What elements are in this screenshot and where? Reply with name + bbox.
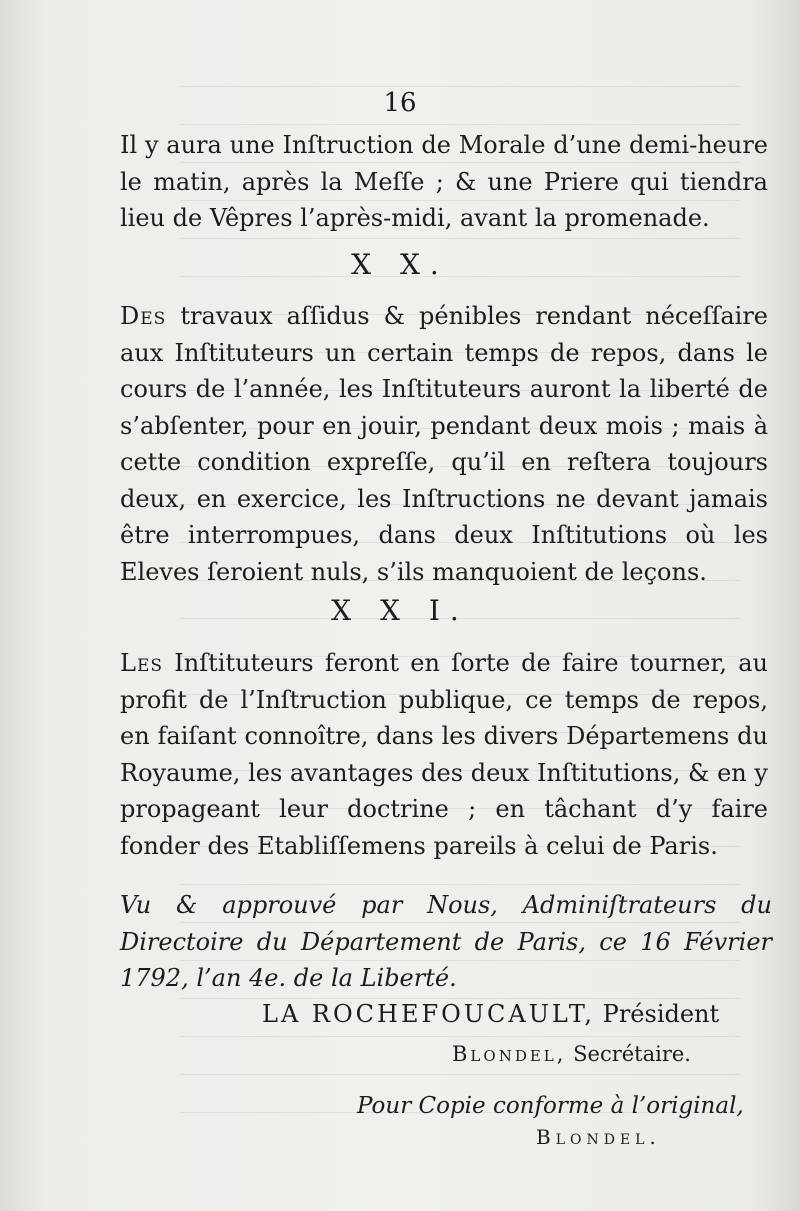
article-xx-paragraph xyxy=(120,298,768,590)
president-signature xyxy=(262,1000,719,1028)
copie-conforme: Pour Copie conforme à l’original, xyxy=(357,1093,744,1119)
article-xxi-heading: X X I. xyxy=(331,594,469,627)
secretary-signature xyxy=(452,1042,691,1066)
article-xx-heading: X X. xyxy=(351,248,449,281)
president-title: Président xyxy=(602,1000,720,1028)
copie-signature: Blondel. xyxy=(536,1125,661,1149)
article-xxi-text: Inſtituteurs feront en ſorte de faire tourner, au profit de l’Inſtruction publique, ce temps de repos, en faiſant connoître, dans les divers Départemens du Royaume, les avantages des deux Inſtitutions, & en y propageant leur doctrine ; en tâchant d’y faire fonder des Etabliſſemens pareils à celui de Paris. xyxy=(120,649,768,860)
article-xxi-paragraph xyxy=(120,645,768,864)
secretary-title: Secrétaire. xyxy=(573,1042,691,1066)
approval-statement: Vu & approuvé par Nous, Adminiſtrateurs du Directoire du Département de Paris, ce 16 Février 1792, l’an 4e. de la Liberté. xyxy=(120,891,772,992)
page-number: 16 xyxy=(383,88,417,118)
secretary-name: Blondel, xyxy=(452,1042,567,1066)
paragraph-intro: Il y aura une Inſtruction de Morale d’une demi-heure le matin, après la Meſſe ; & une Priere qui tiendra lieu de Vêpres l’après-midi, avant la promenade. xyxy=(120,131,768,232)
article-xx-text: travaux aſſidus & pénibles rendant néceſſaire aux Inſtituteurs un certain temps de repos, dans le cours de l’année, les Inſtituteurs auront la liberté de s’abſenter, pour en jouir, pendant deux mois ; mais à cette condition expreſſe, qu’il en reſtera toujours deux, en exercice, les Inſtructions ne devant jamais être interrompues, dans deux Inſtitutions où les Eleves ſeroient nuls, s’ils manquoient de leçons. xyxy=(120,302,768,586)
article-xxi-lead: Les xyxy=(120,649,163,677)
president-name: LA ROCHEFOUCAULT, xyxy=(262,1000,596,1028)
article-xx-lead: Des xyxy=(120,302,167,330)
